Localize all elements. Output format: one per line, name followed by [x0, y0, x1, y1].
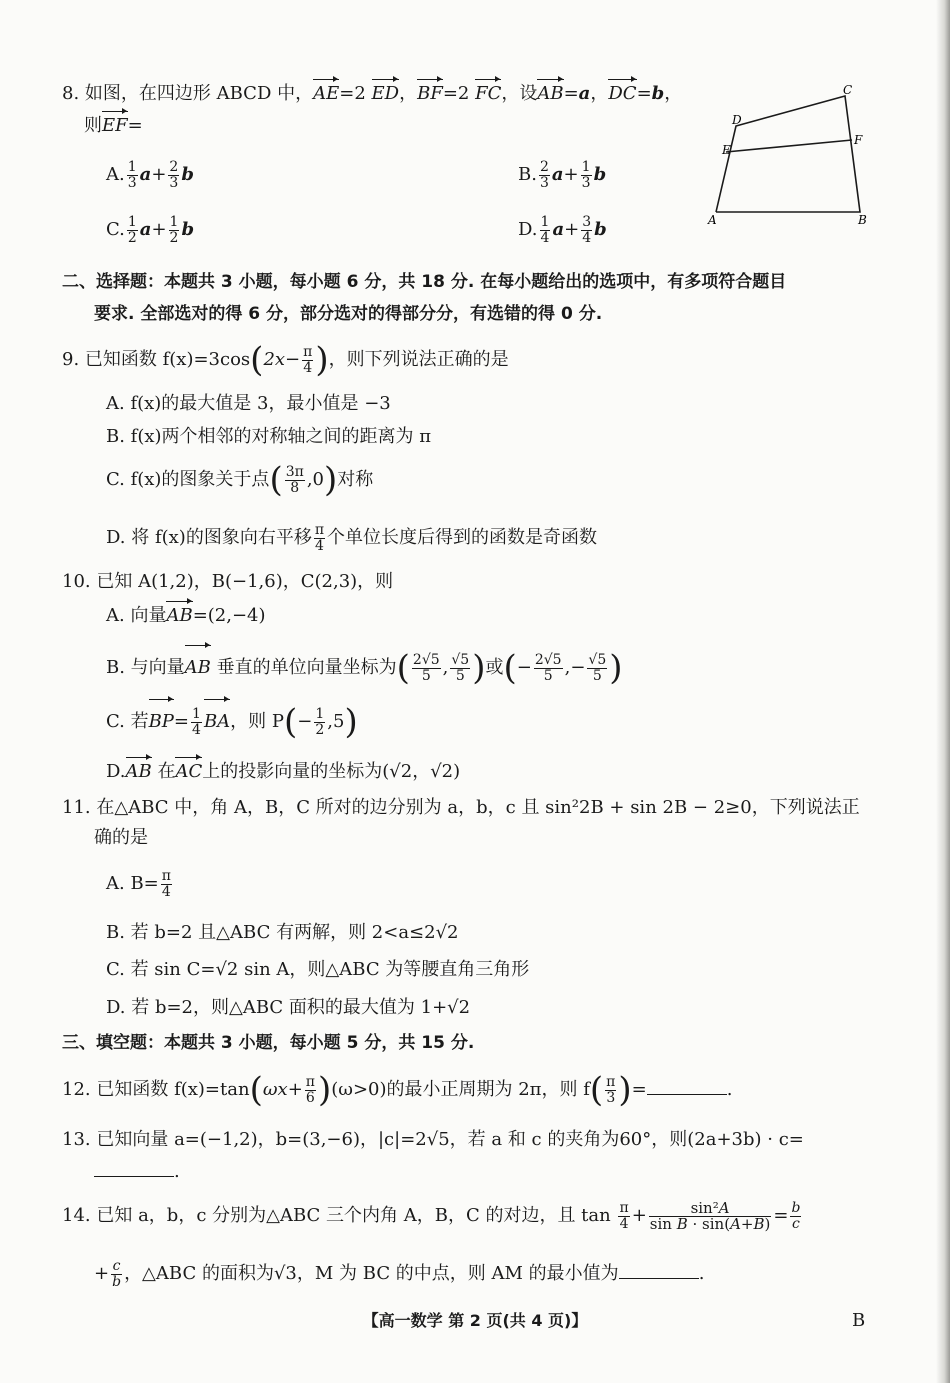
- q8-option-c: C. $\frac{1}{2}$ a+ $\frac{1}{2}$ b: [106, 213, 195, 246]
- q9-option-c: C. f(x)的图象关于点( $\frac{3\pi}{8}$ ,0)对称: [106, 460, 374, 500]
- q12-answer-blank[interactable]: [647, 1078, 727, 1095]
- quadrilateral-figure: [700, 82, 880, 232]
- scan-edge: [936, 0, 950, 1383]
- q9-option-b: B. f(x)两个相邻的对称轴之间的距离为 π: [106, 426, 432, 447]
- q10-option-b: B. 与向量AB 垂直的单位向量坐标为( $\frac{2√5}{5}$ , $\frac{√5}{5}$ )或(− $\frac{2√5}{5}$ ,− $\frac{√5}{5}$ ): [106, 648, 623, 688]
- q13-answer-line: .: [94, 1160, 180, 1184]
- q12-stem: 12. 已知函数 f(x)=tan(ωx+ $\frac{\pi}{6}$ )(ω>0)的最小正周期为 2π，则 f( $\frac{\pi}{3}$ )= .: [62, 1070, 733, 1110]
- q14-stem-line2: + $\frac{c}{b}$ ，△ABC 的面积为√3，M 为 BC 的中点，则 AM 的最小值为 .: [94, 1257, 705, 1290]
- q14-stem: 14. 已知 a，b，c 分别为△ABC 三个内角 A，B，C 的对边，且 tan $\frac{\pi}{4}$ + $\frac{\text{sin²A}}{\text{sin B · sin(A+B)}}$ = $\frac{b}{c}$: [62, 1198, 801, 1233]
- q11-stem-line1: 11. 在△ABC 中，角 A，B，C 所对的边分别为 a，b，c 且 sin²2B + sin 2B − 2≥0，下列说法正: [62, 797, 860, 818]
- label-f: F: [854, 133, 863, 147]
- q9-option-d: D. 将 f(x)的图象向右平移 $\frac{\pi}{4}$ 个单位长度后得到的函数是奇函数: [106, 521, 598, 554]
- q13-answer-blank[interactable]: [94, 1160, 174, 1177]
- q9-stem: 9. 已知函数 f(x)=3cos(2x− $\frac{\pi}{4}$ )，则下列说法正确的是: [62, 340, 509, 380]
- q8-stem-line2: 则EF=: [84, 115, 143, 136]
- q8-option-b: B. $\frac{2}{3}$ a+ $\frac{1}{3}$ b: [518, 158, 607, 191]
- label-a: A: [708, 213, 717, 227]
- label-c: C: [843, 83, 853, 97]
- q13-stem: 13. 已知向量 a=(−1,2)，b=(3,−6)，|c|=2√5，若 a 和 c 的夹角为60°，则(2a+3b) · c=: [62, 1129, 804, 1150]
- label-d: D: [732, 113, 742, 127]
- page-footer: 【高一数学 第 2 页(共 4 页)】: [362, 1311, 588, 1330]
- q8-stem: 8. 如图，在四边形 ABCD 中，AE=2 ED，BF=2 FC，设AB=a，DC=b，: [62, 83, 683, 104]
- q8-option-d: D. $\frac{1}{4}$ a+ $\frac{3}{4}$ b: [518, 213, 607, 246]
- q14-answer-blank[interactable]: [619, 1262, 699, 1279]
- label-e: E: [722, 143, 731, 157]
- section3-heading: 三、填空题：本题共 3 小题，每小题 5 分，共 15 分.: [62, 1033, 475, 1053]
- q11-option-d: D. 若 b=2，则△ABC 面积的最大值为 1+√2: [106, 997, 471, 1018]
- q10-stem: 10. 已知 A(1,2)，B(−1,6)，C(2,3)，则: [62, 571, 394, 592]
- q11-option-a: A. B= $\frac{\pi}{4}$: [106, 867, 171, 900]
- q11-option-b: B. 若 b=2 且△ABC 有两解，则 2<a≤2√2: [106, 922, 459, 943]
- section2-heading-line1: 二、选择题：本题共 3 小题，每小题 6 分，共 18 分. 在每小题给出的选项中，有多项符合题目: [62, 272, 787, 292]
- q8-option-a: A. $\frac{1}{3}$ a+ $\frac{2}{3}$ b: [106, 158, 194, 191]
- q10-option-c: C. 若BP= $\frac{1}{4}$ BA，则 P(− $\frac{1}{2}$ ,5): [106, 702, 358, 742]
- q11-option-c: C. 若 sin C=√2 sin A，则△ABC 为等腰直角三角形: [106, 959, 530, 980]
- label-b: B: [858, 213, 867, 227]
- q9-option-a: A. f(x)的最大值是 3，最小值是 −3: [106, 393, 391, 414]
- version-mark: B: [852, 1310, 866, 1331]
- q10-option-a: A. 向量AB=(2,−4): [106, 605, 266, 626]
- q11-stem-line2: 确的是: [94, 827, 148, 848]
- section2-heading-line2: 要求. 全部选对的得 6 分，部分选对的得部分分，有选错的得 0 分.: [94, 304, 603, 324]
- q10-option-d: D.AB 在AC上的投影向量的坐标为(√2，√2): [106, 761, 461, 782]
